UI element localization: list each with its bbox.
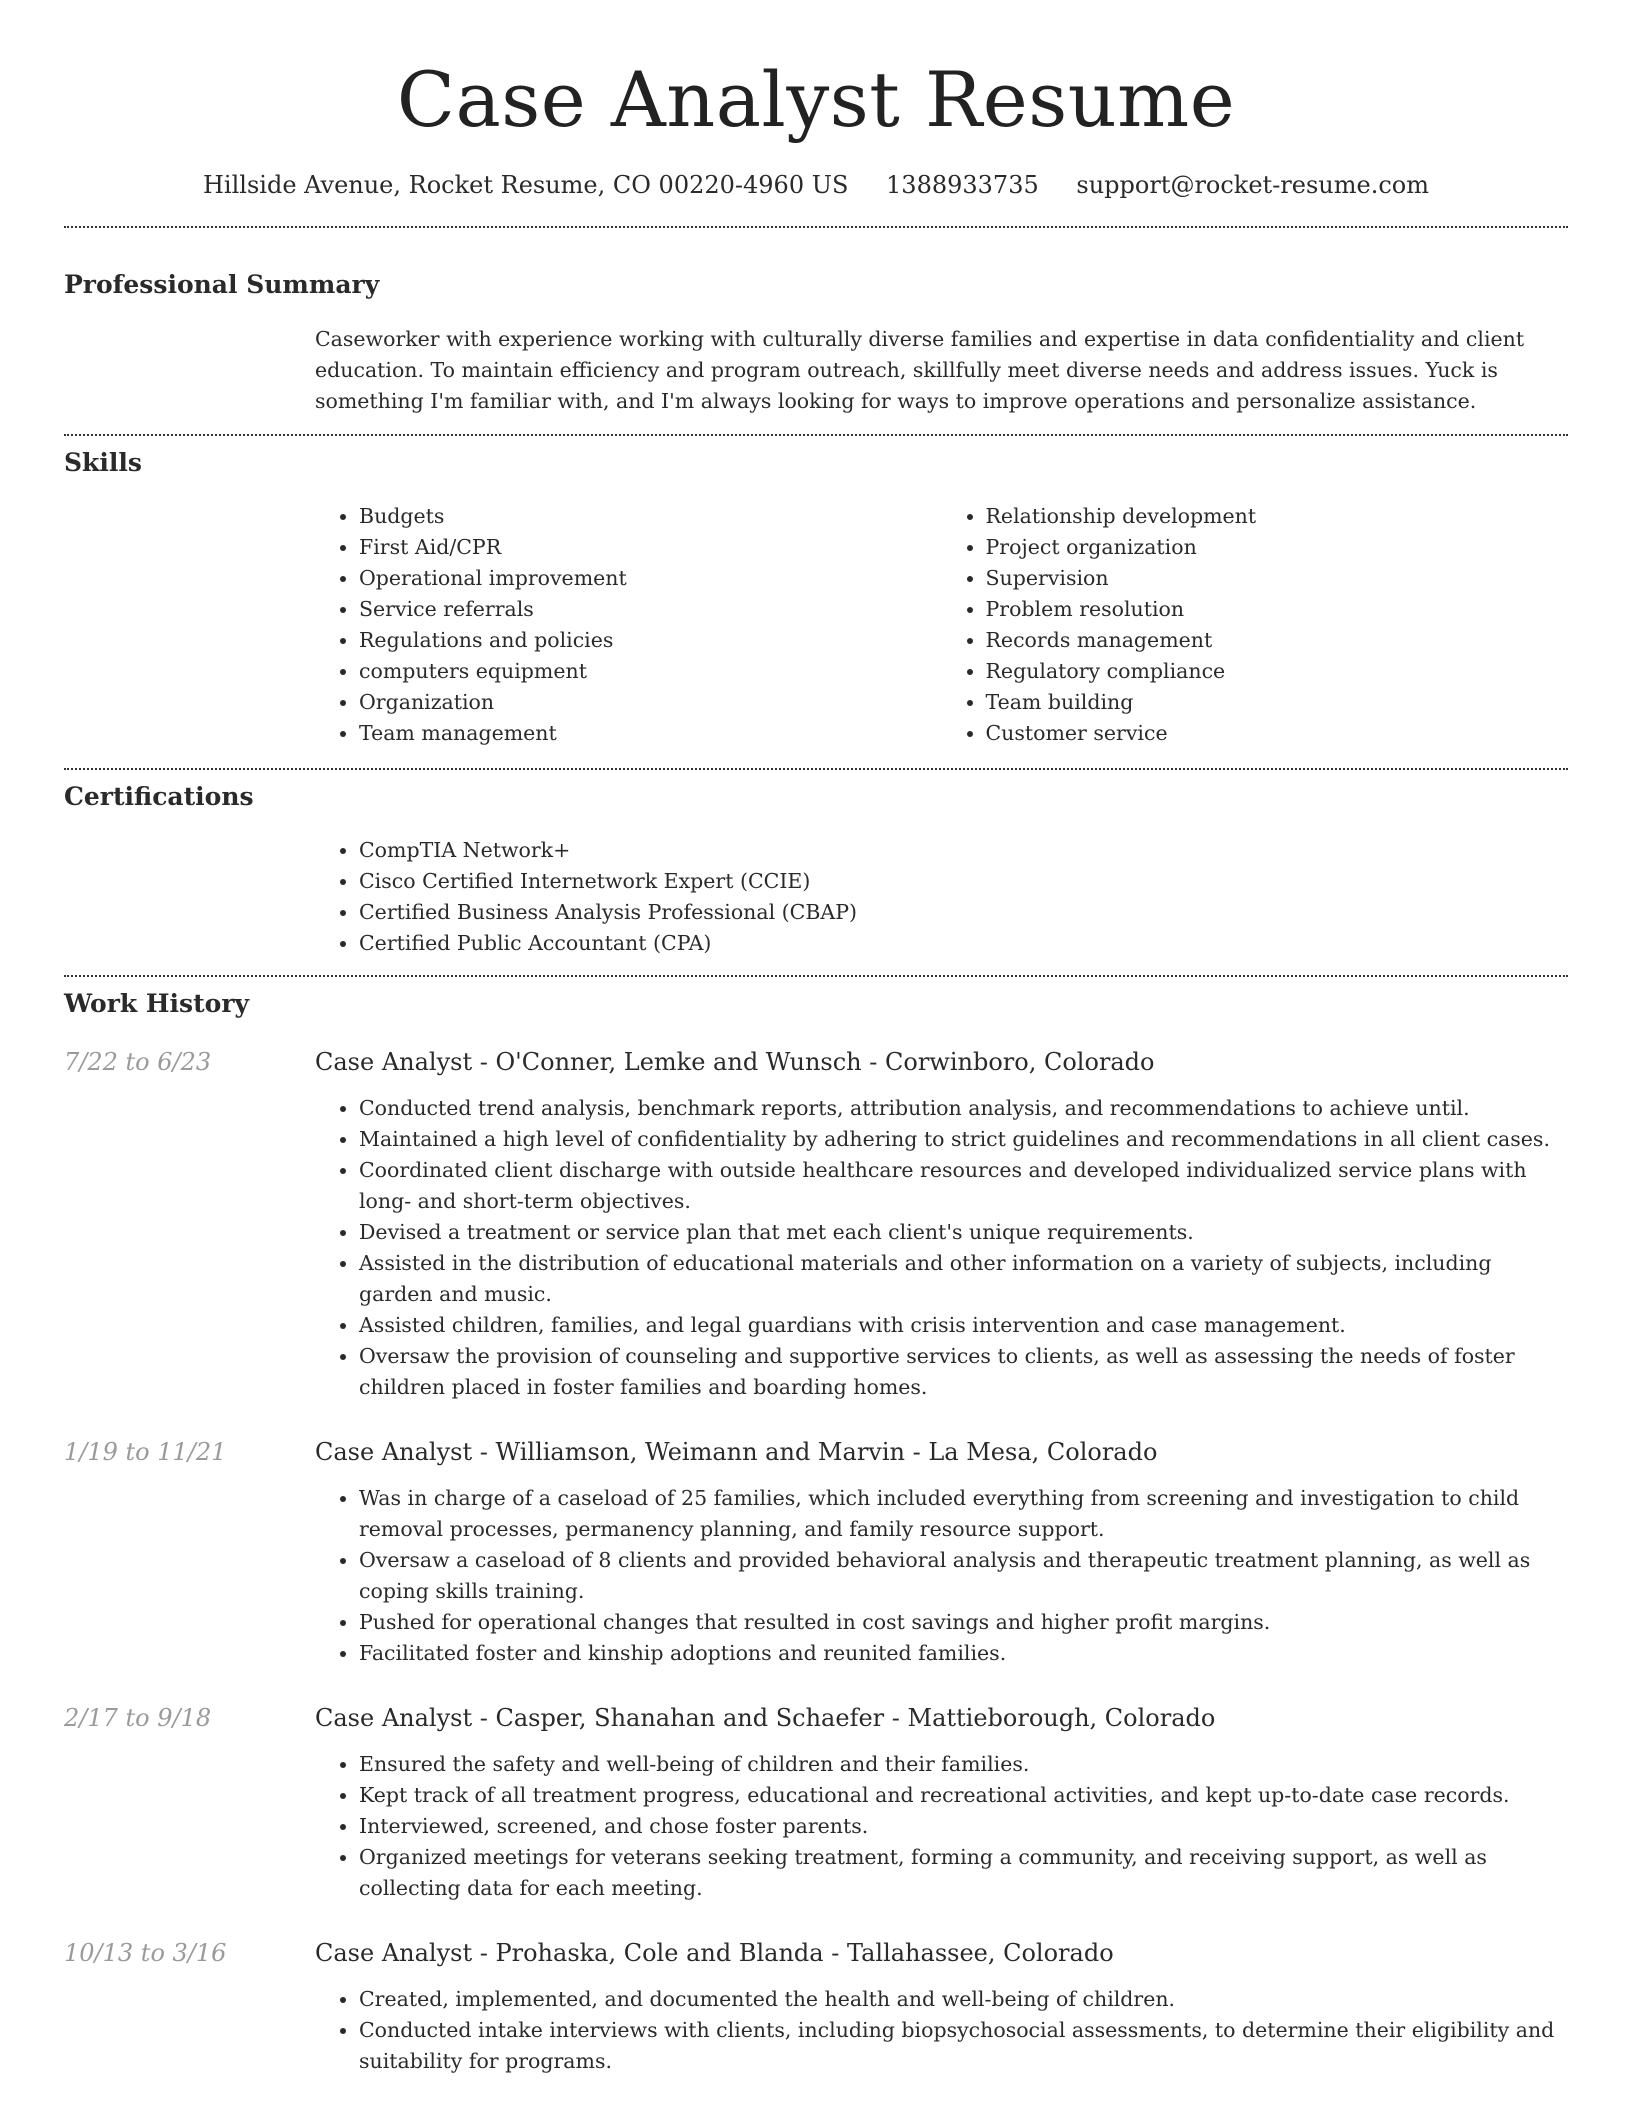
skill-item: • Service referrals [359,594,942,625]
job-dates: 2/17 to 9/18 [64,1704,212,1732]
job-bullet: • Maintained a high level of confidentiality by adhering to strict guidelines and recommendations in all client cases. [359,1124,1568,1155]
job-bullet: • Oversaw a caseload of 8 clients and provided behavioral analysis and therapeutic treatment planning, as well as coping skills training. [359,1545,1568,1607]
job-dates: 1/19 to 11/21 [64,1438,227,1466]
resume-page [64,0,1568,2077]
certification-item: • CompTIA Network+ [359,835,1568,866]
job-bullets [315,1093,1568,1403]
job-bullet: • Assisted children, families, and legal guardians with crisis intervention and case management. [359,1310,1568,1341]
contact-address: Hillside Avenue, Rocket Resume, CO 00220-4960 US [203,171,849,199]
job-bullet: • Kept track of all treatment progress, educational and recreational activities, and kept up-to-date case records. [359,1780,1568,1811]
job-title: Case Analyst - O'Conner, Lemke and Wunsch - Corwinboro, Colorado [315,1048,1155,1076]
job-bullet: • Assisted in the distribution of educational materials and other information on a variety of subjects, including garden and music. [359,1248,1568,1310]
job-bullet: • Interviewed, screened, and chose foster parents. [359,1811,1568,1842]
summary-text: Caseworker with experience working with culturally diverse families and expertise in data confidentiality and client education. To maintain efficiency and program outreach, skillfully meet diverse needs and address issues. Yuck is something I'm familiar with, and I'm always looking for ways to improve operations and personalize assistance. [315,327,1525,413]
job-entry [64,1936,1568,2077]
job-bullet: • Conducted intake interviews with clients, including biopsychosocial assessments, to determine their eligibility and suitability for programs. [359,2015,1568,2077]
job-bullets [315,1984,1568,2077]
skill-item: • Problem resolution [986,594,1569,625]
skill-item: • Regulations and policies [359,625,942,656]
job-bullet: • Conducted trend analysis, benchmark reports, attribution analysis, and recommendations to achieve until. [359,1093,1568,1124]
job-bullet-list [315,1984,1568,2077]
contact-line [64,168,1568,202]
job-bullet: • Oversaw the provision of counseling and supportive services to clients, as well as assessing the needs of foster children placed in foster families and boarding homes. [359,1341,1568,1403]
skill-item: • Records management [986,625,1569,656]
skill-item: • Regulatory compliance [986,656,1569,687]
job-bullet: • Pushed for operational changes that resulted in cost savings and higher profit margins. [359,1607,1568,1638]
job-header [64,1936,1568,1970]
job-header [64,1701,1568,1735]
job-bullet: • Created, implemented, and documented the health and well-being of children. [359,1984,1568,2015]
job-bullet: • Facilitated foster and kinship adoptions and reunited families. [359,1638,1568,1669]
certification-item: • Certified Business Analysis Professional (CBAP) [359,897,1568,928]
job-header [64,1435,1568,1469]
header-divider [64,226,1568,228]
skill-item: • Relationship development [986,501,1569,532]
job-title: Case Analyst - Casper, Shanahan and Schaefer - Mattieborough, Colorado [315,1704,1216,1732]
skills-list [315,501,1568,749]
skill-item: • First Aid/CPR [359,532,942,563]
job-header [64,1045,1568,1079]
job-entry [64,1045,1568,1403]
section-title-certifications: Certifications [64,782,254,811]
job-bullet-list [315,1093,1568,1403]
skills-divider [64,768,1568,770]
job-bullet: • Ensured the safety and well-being of children and their families. [359,1749,1568,1780]
skill-item: • Team building [986,687,1569,718]
summary-divider [64,434,1568,436]
job-bullet: • Devised a treatment or service plan that met each client's unique requirements. [359,1217,1568,1248]
skill-item: • Organization [359,687,942,718]
skill-item: • Project organization [986,532,1569,563]
skill-item: • Supervision [986,563,1569,594]
skill-item: • Customer service [986,718,1569,749]
skill-item: • computers equipment [359,656,942,687]
skill-item: • Budgets [359,501,942,532]
section-title-work-history: Work History [64,989,250,1018]
job-bullet: • Organized meetings for veterans seeking treatment, forming a community, and receiving support, as well as collecting data for each meeting. [359,1842,1568,1904]
job-bullet-list [315,1483,1568,1669]
certifications-divider [64,975,1568,977]
certifications-list [315,835,1568,959]
contact-phone: 1388933735 [886,171,1039,199]
certifications-bullets [315,835,1568,959]
job-bullets [315,1483,1568,1669]
job-bullet-list [315,1749,1568,1904]
section-title-summary: Professional Summary [64,270,380,299]
job-title: Case Analyst - Prohaska, Cole and Blanda - Tallahassee, Colorado [315,1939,1114,1967]
job-entry [64,1701,1568,1904]
skills-column-left [315,501,942,749]
job-dates: 7/22 to 6/23 [64,1048,212,1076]
job-bullets [315,1749,1568,1904]
contact-email: support@rocket-resume.com [1076,171,1429,199]
skills-column-right [942,501,1569,749]
job-title: Case Analyst - Williamson, Weimann and Marvin - La Mesa, Colorado [315,1438,1158,1466]
resume-title: Case Analyst Resume [396,55,1236,144]
job-entry [64,1435,1568,1669]
skill-item: • Team management [359,718,942,749]
skill-item: • Operational improvement [359,563,942,594]
section-title-skills: Skills [64,448,142,477]
certification-item: • Certified Public Accountant (CPA) [359,928,1568,959]
job-bullet: • Was in charge of a caseload of 25 families, which included everything from screening and investigation to child removal processes, permanency planning, and family resource support. [359,1483,1568,1545]
job-bullet: • Coordinated client discharge with outside healthcare resources and developed individualized service plans with long- and short-term objectives. [359,1155,1568,1217]
certification-item: • Cisco Certified Internetwork Expert (CCIE) [359,866,1568,897]
job-dates: 10/13 to 3/16 [64,1939,227,1967]
